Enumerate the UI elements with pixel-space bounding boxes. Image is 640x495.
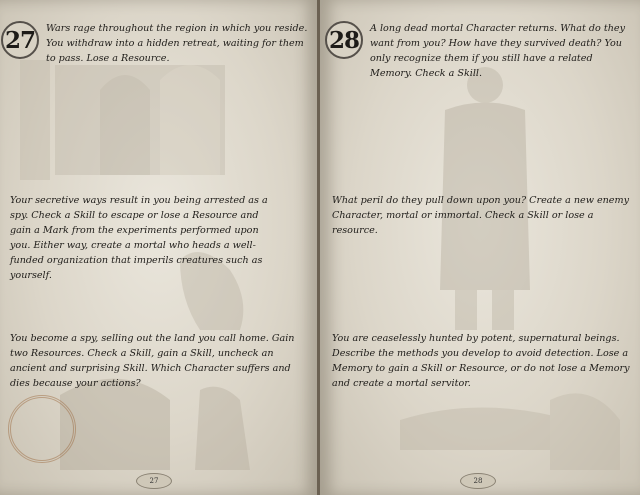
entry-number-28: 28 <box>325 21 363 59</box>
prompt-27a: Wars rage throughout the region in which you reside. You withdraw into a hidden retreat, waiting for them to pass. Lose a Resource. <box>46 23 308 64</box>
ink-stamp <box>8 395 76 463</box>
prompt-27c: You become a spy, selling out the land you call home. Gain two Resources. Check a Skill, gain a Skill, uncheck an ancient and surprising Skill. Which Character suffers and dies because your actions? <box>10 333 295 389</box>
prompt-28b: What peril do they pull down upon you? Create a new enemy Character, mortal or immortal. Check a Skill or lose a resource. <box>332 195 630 236</box>
prompt-27b: Your secretive ways result in you being arrested as a spy. Check a Skill to escape or lose a Resource and gain a Mark from the experiments performed upon you. Either way, create a mortal who heads a well-funded organization that imperils creatures such as yourself. <box>10 195 268 281</box>
right-page <box>320 0 640 495</box>
left-page <box>0 0 318 495</box>
prompt-28c: You are ceaselessly hunted by potent, supernatural beings. Describe the methods you develop to avoid detection. Lose a Memory to gain a Skill or Resource, or do not lose a Memory and create a mortal servitor. <box>332 333 630 389</box>
page-folio-28: 28 <box>460 473 496 489</box>
page-folio-27: 27 <box>136 473 172 489</box>
prompt-28a: A long dead mortal Character returns. What do they want from you? How have they survived death? You only recognize them if you still have a related Memory. Check a Skill. <box>370 23 626 79</box>
entry-number-27: 27 <box>1 21 39 59</box>
